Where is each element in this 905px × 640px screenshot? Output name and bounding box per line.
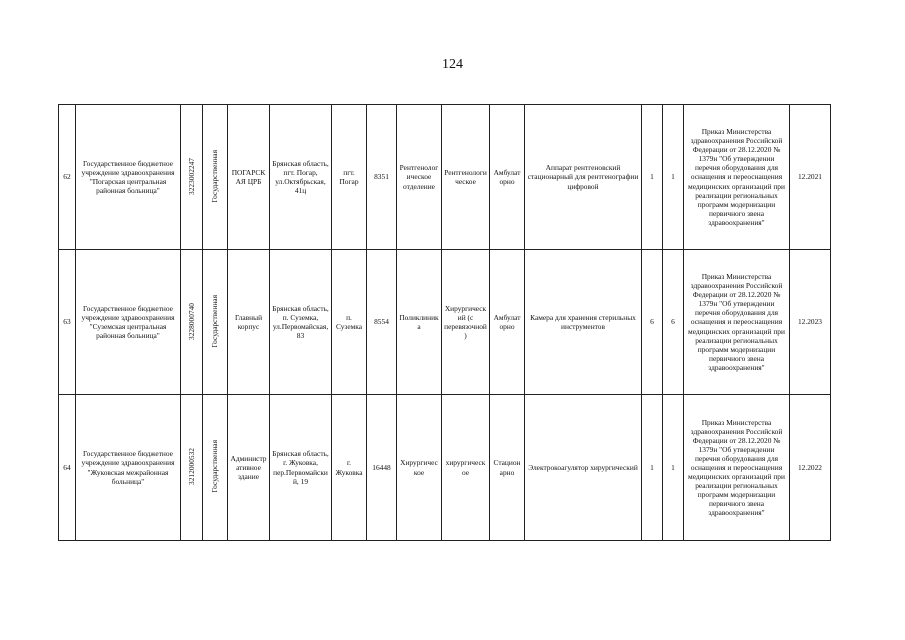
table-row xyxy=(59,250,831,395)
code: 16448 xyxy=(367,395,397,541)
unit-name: ПОГАРСКАЯ ЦРБ xyxy=(228,105,270,250)
code: 8554 xyxy=(367,250,397,395)
locality: п. Суземка xyxy=(332,250,367,395)
quantity-planned: 6 xyxy=(663,250,684,395)
inn-cell xyxy=(181,250,203,395)
address: Брянская область, г. Жуковка, пер.Первомайский, 19 xyxy=(270,395,332,541)
locality: г. Жуковка xyxy=(332,395,367,541)
ownership: Государственная xyxy=(210,294,220,348)
equipment-table xyxy=(58,104,831,541)
ownership: Государственная xyxy=(210,440,220,493)
legal-basis: Приказ Министерства здравоохранения Российской Федерации от 28.12.2020 № 1379н "Об утверждении перечня оборудования для оснащения и переоснащения медицинских организаций при реализации региональных программ модернизации первичного звена здравоохранения" xyxy=(684,250,790,395)
table-row xyxy=(59,395,831,541)
quantity-planned: 1 xyxy=(663,395,684,541)
equipment-name: Аппарат рентгеновский стационарный для рентгенографии цифровой xyxy=(525,105,642,250)
inn: 3212000532 xyxy=(186,448,196,485)
address: Брянская область, пгт. Погар, ул.Октябрьская, 41ц xyxy=(270,105,332,250)
quantity-planned: 1 xyxy=(663,105,684,250)
locality: пгт. Погар xyxy=(332,105,367,250)
care-type: Амбулаторно xyxy=(490,250,525,395)
care-type: Стационарно xyxy=(490,395,525,541)
unit-name: Главный корпус xyxy=(228,250,270,395)
row-number: 62 xyxy=(59,105,76,250)
table-row xyxy=(59,105,831,250)
inn-cell xyxy=(181,105,203,250)
quantity-needed: 1 xyxy=(642,395,663,541)
ownership: Государственная xyxy=(210,149,220,203)
department: Хирургическое xyxy=(397,395,442,541)
delivery-date: 12.2022 xyxy=(790,395,831,541)
institution-name: Государственное бюджетное учреждение здравоохранения "Суземская центральная районная больница" xyxy=(76,250,181,395)
care-type: Амбулаторно xyxy=(490,105,525,250)
equipment-name: Камера для хранения стерильных инструментов xyxy=(525,250,642,395)
profile: Хирургический (с перевязочной) xyxy=(442,250,490,395)
quantity-needed: 1 xyxy=(642,105,663,250)
ownership-cell xyxy=(203,105,228,250)
inn: 3223002247 xyxy=(186,157,196,195)
profile: Рентгенологическое xyxy=(442,105,490,250)
department: Поликлиника xyxy=(397,250,442,395)
inn: 3228000740 xyxy=(186,302,196,340)
institution-name: Государственное бюджетное учреждение здравоохранения "Погарская центральная районная больница" xyxy=(76,105,181,250)
delivery-date: 12.2023 xyxy=(790,250,831,395)
ownership-cell xyxy=(203,395,228,541)
ownership-cell xyxy=(203,250,228,395)
page-number: 124 xyxy=(442,57,463,72)
equipment-name: Электрокоагулятор хирургический xyxy=(525,395,642,541)
profile: хирургическое xyxy=(442,395,490,541)
department: Рентгенологическое отделение xyxy=(397,105,442,250)
legal-basis: Приказ Министерства здравоохранения Российской Федерации от 28.12.2020 № 1379н "Об утверждении перечня оборудования для оснащения и переоснащения медицинских организаций при реализации региональных программ модернизации первичного звена здравоохранения" xyxy=(684,395,790,541)
row-number: 63 xyxy=(59,250,76,395)
code: 8351 xyxy=(367,105,397,250)
unit-name: Административное здание xyxy=(228,395,270,541)
row-number: 64 xyxy=(59,395,76,541)
institution-name: Государственное бюджетное учреждение здравоохранения "Жуковская межрайонная больница" xyxy=(76,395,181,541)
quantity-needed: 6 xyxy=(642,250,663,395)
inn-cell xyxy=(181,395,203,541)
delivery-date: 12.2021 xyxy=(790,105,831,250)
legal-basis: Приказ Министерства здравоохранения Российской Федерации от 28.12.2020 № 1379н "Об утверждении перечня оборудования для оснащения и переоснащения медицинских организаций при реализации региональных программ модернизации первичного звена здравоохранения" xyxy=(684,105,790,250)
address: Брянская область, п. Суземка, ул.Первомайская, 83 xyxy=(270,250,332,395)
